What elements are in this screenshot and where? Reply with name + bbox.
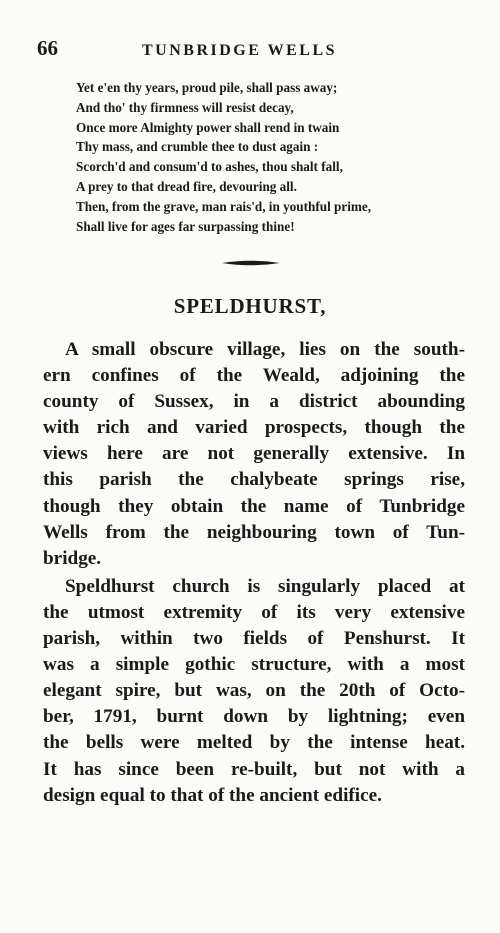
poem-stanza: [76, 78, 466, 236]
poem-line: A prey to that dread fire, devouring all.: [76, 178, 297, 194]
text-line: ern confines of the Weald, adjoining the: [43, 365, 465, 387]
poem-line: Scorch'd and consum'd to ashes, thou shalt fall,: [76, 159, 343, 175]
text-line: was a simple gothic structure, with a most: [43, 654, 465, 676]
text-line: elegant spire, but was, on the 20th of Octo-: [43, 680, 465, 702]
paragraph: [43, 337, 465, 572]
text-line: It has since been re-built, but not with a: [43, 758, 465, 780]
paragraph: [43, 574, 465, 809]
text-line: the utmost extremity of its very extensive: [43, 601, 465, 623]
text-line: design equal to that of the ancient edifice.: [43, 784, 382, 806]
text-line: A small obscure village, lies on the south-: [65, 339, 465, 360]
text-line: county of Sussex, in a district abounding: [43, 391, 465, 413]
text-line: though they obtain the name of Tunbridge: [43, 495, 465, 517]
text-line: Wells from the neighbouring town of Tun-: [43, 521, 465, 543]
poem-line: Shall live for ages far surpassing thine!: [76, 218, 295, 234]
text-line: parish, within two fields of Penshurst. It: [43, 628, 465, 650]
poem-line: Thy mass, and crumble thee to dust again :: [76, 139, 319, 155]
poem-line: Yet e'en thy years, proud pile, shall pass away;: [76, 80, 338, 95]
page-number: 66: [37, 36, 58, 60]
decorative-rule: [222, 258, 280, 268]
text-line: ber, 1791, burnt down by lightning; even: [43, 706, 465, 728]
text-line: with rich and varied prospects, though the: [43, 417, 465, 439]
section-heading: SPELDHURST,: [173, 294, 327, 318]
text-line: views here are not generally extensive. In: [43, 443, 465, 465]
text-line: Speldhurst church is singularly placed at: [65, 575, 465, 597]
text-line: bridge.: [43, 547, 102, 569]
poem-line: And tho' thy firmness will resist decay,: [76, 99, 294, 115]
body-text: [43, 337, 465, 809]
text-line: the bells were melted by the intense heat.: [43, 732, 465, 754]
poem-line: Once more Almighty power shall rend in twain: [76, 119, 340, 135]
text-line: this parish the chalybeate springs rise,: [43, 469, 465, 491]
poem-line: Then, from the grave, man rais'd, in youthful prime,: [76, 198, 372, 214]
running-title: TUNBRIDGE WELLS: [142, 42, 338, 59]
